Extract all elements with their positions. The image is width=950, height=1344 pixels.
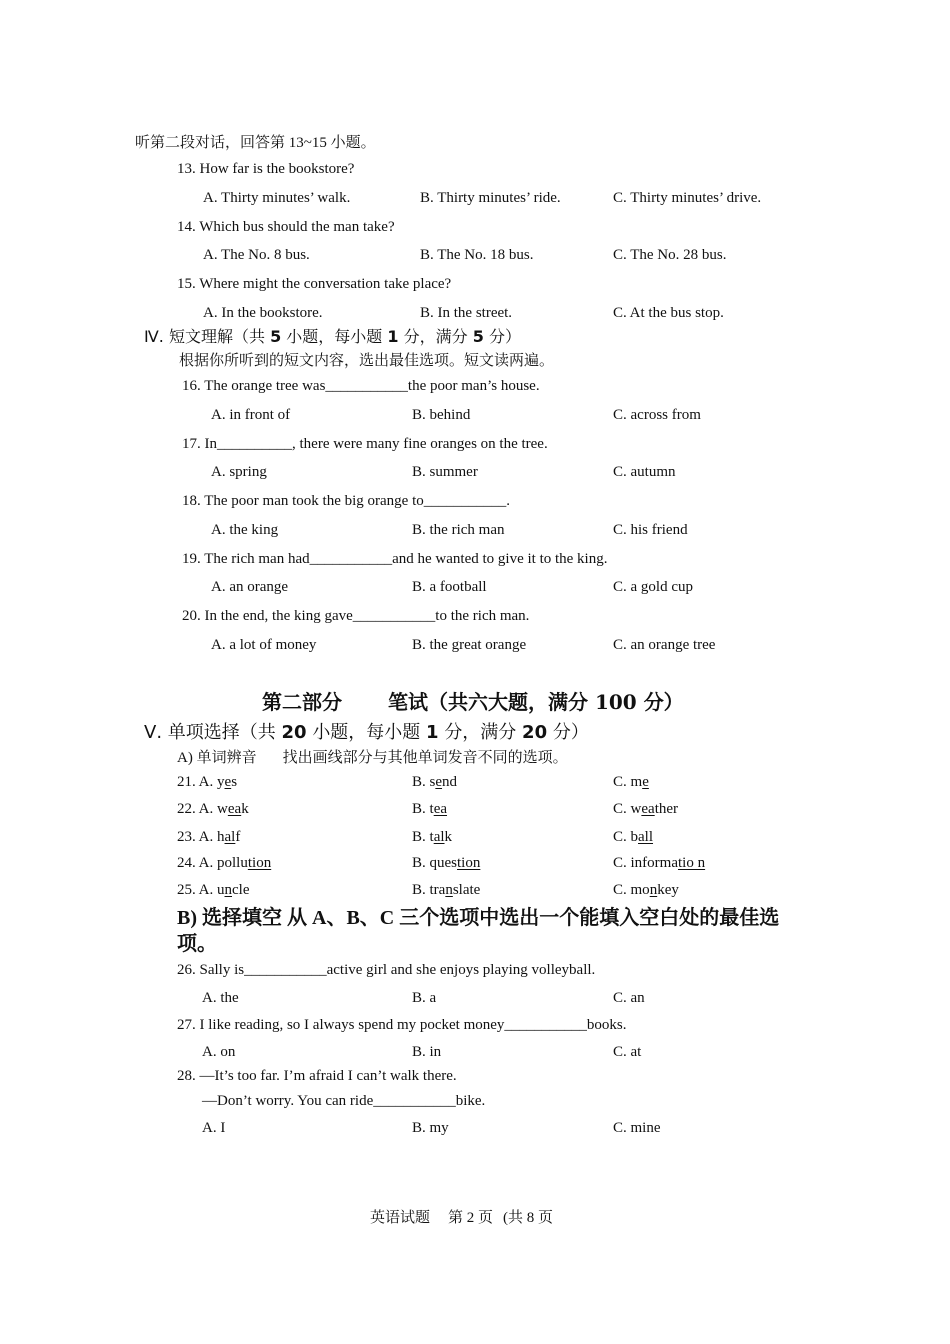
q22-option-c: C. weather bbox=[613, 801, 679, 817]
answer-blank: ___________ bbox=[504, 1017, 587, 1033]
q22-option-b: B. tea bbox=[412, 801, 448, 817]
q28-option-b: B. my bbox=[412, 1120, 449, 1136]
page-footer: 英语试题 第 2 页 (共 8 页 bbox=[370, 1210, 554, 1226]
q17-option-b: B. summer bbox=[412, 464, 478, 480]
section-5-heading: Ⅴ. 单项选择（共 20 小题，每小题 1 分，满分 20 分） bbox=[144, 722, 589, 743]
q26-option-c: C. an bbox=[613, 990, 645, 1006]
q17-option-a: A. spring bbox=[211, 464, 267, 480]
question-28-line2: —Don’t worry. You can ride___________bike. bbox=[202, 1093, 486, 1109]
question-18: 18. The poor man took the big orange to___________. bbox=[182, 493, 511, 509]
question-26: 26. Sally is___________active girl and she enjoys playing volleyball. bbox=[177, 962, 596, 978]
question-22: 22. A. weak bbox=[177, 801, 249, 817]
q23-option-c: C. ball bbox=[613, 829, 654, 845]
q20-option-a: A. a lot of money bbox=[211, 637, 317, 653]
q13-option-b: B. Thirty minutes’ ride. bbox=[420, 190, 561, 206]
sub-b-heading: B) 选择填空 从 A、B、C 三个选项中选出一个能填入空白处的最佳选项。 bbox=[177, 907, 780, 955]
section-4-instruction: 根据你所听到的短文内容，选出最佳选项。短文读两遍。 bbox=[179, 353, 555, 369]
question-28-line1: 28. —It’s too far. I’m afraid I can’t walk there. bbox=[177, 1068, 457, 1084]
sub-a-instruction: A) 单词辨音 找出画线部分与其他单词发音不同的选项。 bbox=[177, 750, 568, 766]
q18-option-b: B. the rich man bbox=[412, 522, 505, 538]
q16-option-c: C. across from bbox=[613, 407, 701, 423]
q27-option-a: A. on bbox=[202, 1044, 236, 1060]
q27-option-c: C. at bbox=[613, 1044, 642, 1060]
q19-option-a: A. an orange bbox=[211, 579, 289, 595]
q17-option-c: C. autumn bbox=[613, 464, 676, 480]
q21-option-c: C. me bbox=[613, 774, 649, 790]
question-14: 14. Which bus should the man take? bbox=[177, 219, 395, 235]
q16-option-a: A. in front of bbox=[211, 407, 291, 423]
q14-option-a: A. The No. 8 bus. bbox=[203, 247, 310, 263]
answer-blank: ___________ bbox=[373, 1093, 456, 1109]
q26-option-b: B. a bbox=[412, 990, 437, 1006]
question-17: 17. In__________, there were many fine oranges on the tree. bbox=[182, 436, 548, 452]
q14-option-b: B. The No. 18 bus. bbox=[420, 247, 534, 263]
section-4-number: Ⅳ. bbox=[144, 327, 164, 346]
answer-blank: ___________ bbox=[423, 493, 507, 509]
q15-option-a: A. In the bookstore. bbox=[203, 305, 323, 321]
q20-option-c: C. an orange tree bbox=[613, 637, 716, 653]
q13-option-c: C. Thirty minutes’ drive. bbox=[613, 190, 762, 206]
question-19: 19. The rich man had___________and he wanted to give it to the king. bbox=[182, 551, 608, 567]
q21-option-b: B. send bbox=[412, 774, 458, 790]
part-two-title: 第二部分 笔试（共六大题，满分 100 分） bbox=[262, 690, 684, 714]
q25-option-b: B. translate bbox=[412, 882, 481, 898]
question-16: 16. The orange tree was___________the poor man’s house. bbox=[182, 378, 540, 394]
q15-option-c: C. At the bus stop. bbox=[613, 305, 724, 321]
q14-option-c: C. The No. 28 bus. bbox=[613, 247, 727, 263]
question-23: 23. A. half bbox=[177, 829, 241, 845]
listening-intro: 听第二段对话，回答第 13~15 小题。 bbox=[135, 135, 376, 151]
q19-option-c: C. a gold cup bbox=[613, 579, 693, 595]
question-27: 27. I like reading, so I always spend my pocket money___________books. bbox=[177, 1017, 627, 1033]
q25-option-c: C. monkey bbox=[613, 882, 679, 898]
q26-option-a: A. the bbox=[202, 990, 239, 1006]
q20-option-b: B. the great orange bbox=[412, 637, 527, 653]
q27-option-b: B. in bbox=[412, 1044, 442, 1060]
question-15: 15. Where might the conversation take place? bbox=[177, 276, 452, 292]
q19-option-b: B. a football bbox=[412, 579, 487, 595]
section-4-heading: Ⅳ. 短文理解（共 5 小题，每小题 1 分，满分 5 分） bbox=[144, 327, 521, 346]
q24-option-b: B. question bbox=[412, 855, 481, 871]
answer-blank: __________ bbox=[217, 436, 292, 452]
q15-option-b: B. In the street. bbox=[420, 305, 513, 321]
question-20: 20. In the end, the king gave___________to the rich man. bbox=[182, 608, 530, 624]
q23-option-b: B. talk bbox=[412, 829, 453, 845]
q16-option-b: B. behind bbox=[412, 407, 471, 423]
answer-blank: ___________ bbox=[309, 551, 393, 567]
q18-option-c: C. his friend bbox=[613, 522, 688, 538]
q24-option-c: C. informatio n bbox=[613, 855, 706, 871]
answer-blank: ___________ bbox=[325, 378, 408, 394]
answer-blank: ___________ bbox=[352, 608, 436, 624]
question-25: 25. A. uncle bbox=[177, 882, 250, 898]
q28-option-a: A. I bbox=[202, 1120, 226, 1136]
answer-blank: ___________ bbox=[244, 962, 327, 978]
question-21: 21. A. yes bbox=[177, 774, 238, 790]
question-13: 13. How far is the bookstore? bbox=[177, 161, 355, 177]
q28-option-c: C. mine bbox=[613, 1120, 661, 1136]
section-5-number: Ⅴ. bbox=[144, 722, 163, 743]
q18-option-a: A. the king bbox=[211, 522, 279, 538]
q13-option-a: A. Thirty minutes’ walk. bbox=[203, 190, 351, 206]
question-24: 24. A. pollution bbox=[177, 855, 272, 871]
